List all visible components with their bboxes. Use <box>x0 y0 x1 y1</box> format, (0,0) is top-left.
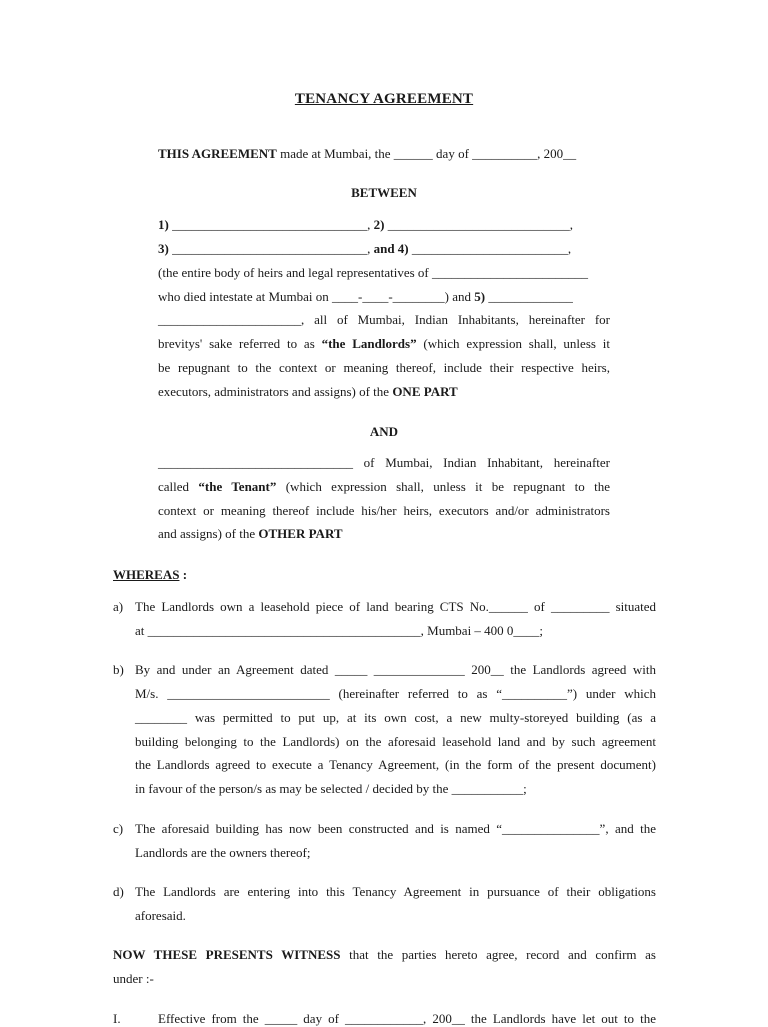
clause-b-line-5: the Landlords agreed to execute a Tenancy Agreement, (in the form of the present document) <box>135 757 656 772</box>
landlord-line-2 <box>158 288 573 305</box>
landlord-line-1: (the entire body of heirs and legal representatives of ________________________ <box>158 265 588 280</box>
clause-b-line-2: M/s. _________________________ (hereinafter referred to as “__________”) under which <box>135 686 656 701</box>
one-part-term: ONE PART <box>392 384 458 399</box>
party-number-1: 1) <box>158 217 169 232</box>
party-blank-5: _____________ <box>485 289 573 304</box>
clause-marker-d: d) <box>113 884 124 899</box>
landlord-line-5: be repugnant to the context or meaning thereof, include their respective heirs, <box>158 360 610 375</box>
landlord-line-6 <box>158 383 458 400</box>
clause-a-line-1: The Landlords own a leasehold piece of land bearing CTS No.______ of _________ situated <box>135 599 656 614</box>
intro-lead: THIS AGREEMENT <box>158 146 277 161</box>
whereas-colon: : <box>179 567 188 582</box>
whereas-heading <box>113 566 187 583</box>
tenant-line-1: ______________________________ of Mumbai, Indian Inhabitant, hereinafter <box>158 455 610 470</box>
parties-line-1 <box>158 216 610 233</box>
clause-d-line-2: aforesaid. <box>135 908 186 923</box>
and-heading: AND <box>369 424 399 439</box>
whereas-label: WHEREAS <box>113 567 180 582</box>
tenant-line-4 <box>158 525 343 542</box>
tenant-line-2-a: called <box>158 479 199 494</box>
landlord-line-3: ______________________, all of Mumbai, Indian Inhabitants, hereinafter for <box>158 312 610 327</box>
item-marker-1: I. <box>113 1011 121 1026</box>
clause-marker-c: c) <box>113 821 124 836</box>
clause-b-line-3: ________ was permitted to put up, at its own cost, a new multy-storeyed building (as a <box>135 710 656 725</box>
witness-lead: NOW THESE PRESENTS WITNESS <box>113 947 341 962</box>
clause-d-line-1: The Landlords are entering into this Tenancy Agreement in pursuance of their obligations <box>135 884 656 899</box>
witness-line-1 <box>113 946 656 963</box>
other-part-term: OTHER PART <box>258 526 343 541</box>
clause-c-line-2: Landlords are the owners thereof; <box>135 845 311 860</box>
tenant-line-4-a: and assigns) of the <box>158 526 259 541</box>
tenant-line-2-c: (which expression shall, unless it be repugnant to the <box>276 479 610 494</box>
party-blank-1: ______________________________, <box>168 217 374 232</box>
party-number-4: and 4) <box>373 241 409 256</box>
intro-rest: made at Mumbai, the ______ day of __________, 200__ <box>276 146 577 161</box>
witness-rest: that the parties hereto agree, record and confirm as <box>340 947 656 962</box>
clause-b-line-6: in favour of the person/s as may be selected / decided by the ___________; <box>135 781 527 796</box>
page-title: TENANCY AGREEMENT <box>294 91 474 107</box>
party-blank-3: ______________________________, <box>168 241 374 256</box>
landlord-line-4 <box>158 335 610 352</box>
party-blank-2: ____________________________, <box>384 217 573 232</box>
party-blank-4: ________________________, <box>408 241 572 256</box>
witness-line-2: under :- <box>113 971 154 986</box>
intro-line <box>158 145 576 162</box>
parties-line-2 <box>158 240 610 257</box>
landlord-line-6-a: executors, administrators and assigns) of the <box>158 384 393 399</box>
item-1-line-1: Effective from the _____ day of ____________, 200__ the Landlords have let out to the <box>158 1011 656 1026</box>
clause-a-line-2: at __________________________________________, Mumbai – 400 0____; <box>135 623 544 638</box>
between-heading: BETWEEN <box>351 185 417 200</box>
clause-marker-b: b) <box>113 662 124 677</box>
tenant-term: “the Tenant” <box>198 479 277 494</box>
clause-b-line-1: By and under an Agreement dated _____ ______________ 200__ the Landlords agreed with <box>135 662 656 677</box>
tenant-line-2 <box>158 478 610 495</box>
party-number-3: 3) <box>158 241 169 256</box>
tenant-line-3: context or meaning thereof include his/her heirs, executors and/or administrators <box>158 503 610 518</box>
landlords-term: “the Landlords” <box>321 336 417 351</box>
clause-c-line-1: The aforesaid building has now been constructed and is named “_______________”, and the <box>135 821 656 836</box>
party-number-5: 5) <box>474 289 486 304</box>
party-number-2: 2) <box>373 217 385 232</box>
landlord-line-2-text: who died intestate at Mumbai on ____-____-________) and <box>158 289 475 304</box>
clause-marker-a: a) <box>113 599 124 614</box>
landlord-line-4-a: brevitys' sake referred to as <box>158 336 322 351</box>
landlord-line-4-c: (which expression shall, unless it <box>416 336 611 351</box>
clause-b-line-4: building belonging to the Landlords) on the aforesaid leasehold land and by such agreement <box>135 734 656 749</box>
